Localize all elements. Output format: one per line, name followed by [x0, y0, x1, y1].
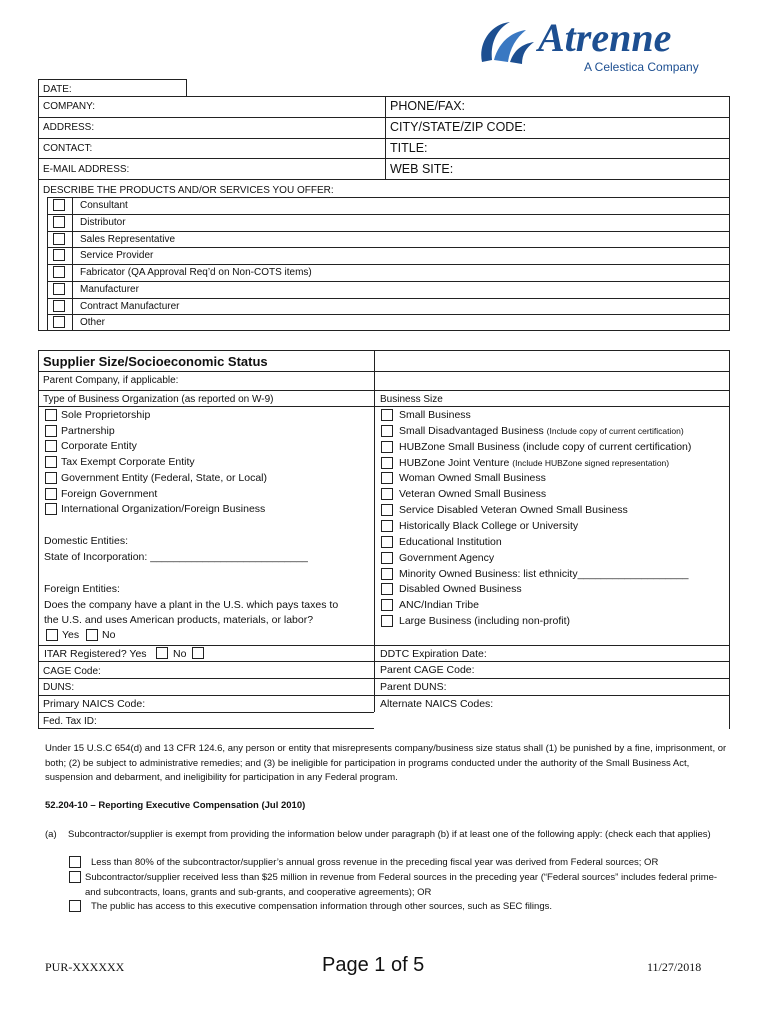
contact-label: CONTACT: [43, 143, 93, 154]
cage-label: CAGE Code: [43, 666, 101, 677]
business-size-label [399, 409, 471, 422]
business-size-text: Small Business [399, 409, 471, 421]
foreign-no-checkbox[interactable] [86, 629, 98, 641]
paragraph-a-marker: (a) [45, 829, 57, 840]
product-option-label: Sales Representative [80, 233, 176, 245]
business-size-label [399, 504, 628, 517]
product-option-label: Fabricator (QA Approval Req’d on Non-COTS items) [80, 267, 312, 278]
org-type-checkbox[interactable] [45, 472, 57, 484]
fed-tax-label: Fed. Tax ID: [43, 716, 97, 727]
exempt-option-2-checkbox[interactable] [69, 871, 81, 883]
products-row-line [47, 298, 730, 299]
business-size-label [399, 520, 578, 533]
products-row-line [47, 314, 730, 315]
clause-title: 52.204-10 – Reporting Executive Compensation (Jul 2010) [45, 800, 306, 811]
org-type-checkbox[interactable] [45, 456, 57, 468]
product-option-checkbox[interactable] [53, 316, 65, 328]
product-option-checkbox[interactable] [53, 233, 65, 245]
fed-tax-merge [374, 712, 731, 729]
exempt-option-1-checkbox[interactable] [69, 856, 81, 868]
business-size-checkbox[interactable] [381, 472, 393, 484]
alternate-naics-label: Alternate NAICS Codes: [380, 698, 494, 710]
products-row-line [47, 281, 730, 282]
foreign-no-label: No [102, 629, 116, 641]
itar-no-label: No [173, 648, 187, 660]
products-row-line [47, 231, 730, 232]
business-size-text: Small Disadvantaged Business [399, 424, 547, 437]
page-number: Page 1 of 5 [322, 954, 425, 976]
org-type-label: Foreign Government [61, 487, 158, 500]
supplier-heading: Supplier Size/Socioeconomic Status [43, 354, 268, 369]
business-size-text: Veteran Owned Small Business [399, 488, 547, 501]
parent-cage-label: Parent CAGE Code: [380, 664, 475, 676]
row-line [38, 695, 730, 696]
business-size-text: Educational Institution [399, 535, 502, 548]
org-type-label: Sole Proprietorship [61, 409, 151, 421]
foreign-question-line1: Does the company have a plant in the U.S. which pays taxes to [44, 599, 339, 611]
exempt-option-1-text: Less than 80% of the subcontractor/supplier’s annual gross revenue in the preceding fiscal year was derived from Federal sources; OR [91, 857, 659, 868]
org-type-checkbox[interactable] [45, 503, 57, 515]
primary-naics-label: Primary NAICS Code: [43, 698, 146, 710]
business-size-label [399, 615, 570, 628]
business-size-text: HUBZone Small Business (include copy of current certification) [399, 440, 692, 453]
business-size-text: ANC/Indian Tribe [399, 599, 479, 612]
row-line [38, 390, 730, 391]
foreign-question-line2: the U.S. and uses American products, materials, or labor? [44, 614, 314, 626]
itar-label: ITAR Registered? Yes [44, 648, 147, 660]
org-type-label: International Organization/Foreign Business [61, 503, 266, 516]
foreign-entities-label: Foreign Entities: [44, 583, 120, 595]
row-line [38, 371, 730, 372]
product-option-checkbox[interactable] [53, 199, 65, 211]
title-label: TITLE: [390, 141, 428, 155]
business-size-label [399, 552, 494, 565]
business-size-checkbox[interactable] [381, 425, 393, 437]
row-line [38, 661, 730, 662]
product-option-label: Distributor [80, 216, 126, 228]
business-size-text: Large Business (including non-profit) [399, 615, 571, 628]
business-size-checkbox[interactable] [381, 583, 393, 595]
product-option-label: Other [80, 317, 106, 329]
business-size-label [399, 568, 689, 581]
business-size-text: Disabled Owned Business [399, 583, 522, 596]
business-size-checkbox[interactable] [381, 568, 393, 580]
business-size-label [399, 536, 502, 549]
product-option-label: Manufacturer [80, 283, 139, 295]
products-prompt: DESCRIBE THE PRODUCTS AND/OR SERVICES YOU OFFER: [43, 185, 334, 196]
parent-company-label: Parent Company, if applicable: [43, 375, 179, 386]
business-size-label [399, 599, 479, 612]
brand-subtitle: A Celestica Company [584, 60, 699, 74]
product-option-label: Contract Manufacturer [80, 300, 180, 312]
city-state-zip-label: CITY/STATE/ZIP CODE: [390, 120, 527, 134]
footer-date: 11/27/2018 [647, 960, 702, 974]
business-size-note: (Include HUBZone signed representation) [512, 457, 670, 468]
business-size-text: Service Disabled Veteran Owned Small Business [399, 504, 628, 517]
org-type-checkbox[interactable] [45, 488, 57, 500]
business-size-label [399, 441, 691, 454]
brand-name: Atrenne [538, 15, 672, 60]
products-row-line [47, 264, 730, 265]
date-label: DATE: [43, 84, 72, 95]
business-size-label [399, 457, 669, 470]
phone-fax-label: PHONE/FAX: [390, 99, 466, 113]
business-type-label: Type of Business Organization (as reported on W-9) [43, 394, 274, 405]
swoosh-logo-icon [476, 18, 536, 70]
company-logo [476, 14, 716, 76]
ddtc-label: DDTC Expiration Date: [380, 648, 487, 660]
row-line [38, 406, 730, 407]
product-option-checkbox[interactable] [53, 300, 65, 312]
business-size-checkbox[interactable] [381, 552, 393, 564]
row-line [729, 712, 730, 729]
business-size-checkbox[interactable] [381, 615, 393, 627]
product-option-label: Service Provider [80, 250, 154, 262]
email-label: E-MAIL ADDRESS: [43, 164, 130, 175]
duns-label: DUNS: [43, 682, 75, 693]
business-size-checkbox[interactable] [381, 536, 393, 548]
product-option-checkbox[interactable] [53, 216, 65, 228]
products-row-line [47, 247, 730, 248]
products-row-line [47, 214, 730, 215]
parent-duns-label: Parent DUNS: [380, 681, 447, 693]
itar-no-checkbox[interactable] [192, 647, 204, 659]
business-size-checkbox[interactable] [381, 520, 393, 532]
paragraph-a-text: Subcontractor/supplier is exempt from providing the information below under paragraph (b) if at least one of the following apply: (check each that applies) [68, 829, 711, 840]
business-size-label [399, 425, 684, 438]
business-size-label [399, 583, 522, 596]
org-type-checkbox[interactable] [45, 409, 57, 421]
company-label: COMPANY: [43, 101, 96, 112]
document-id: PUR-XXXXXX [45, 960, 125, 974]
row-line [38, 678, 730, 679]
title-field[interactable] [385, 138, 730, 159]
business-size-checkbox[interactable] [381, 457, 393, 469]
business-size-checkbox[interactable] [381, 504, 393, 516]
org-type-checkbox[interactable] [45, 425, 57, 437]
business-size-label [399, 488, 546, 501]
business-size-text: Historically Black College or University [399, 519, 579, 532]
org-type-checkbox[interactable] [45, 440, 57, 452]
domestic-entities-label: Domestic Entities: [44, 535, 129, 547]
business-size-checkbox[interactable] [381, 441, 393, 453]
org-type-label: Government Entity (Federal, State, or Local) [61, 471, 268, 484]
product-option-label: Consultant [80, 200, 128, 211]
exempt-option-2-text: Subcontractor/supplier received less than $25 million in revenue from Federal sources in the preceding year (“Federal sources” includes federal prime- and subcontracts, loans, grants and sub-grants, and cooperative agreements); OR [85, 872, 718, 898]
business-size-label [399, 472, 546, 485]
business-size-checkbox[interactable] [381, 409, 393, 421]
itar-yes-checkbox[interactable] [156, 647, 168, 659]
org-type-label: Tax Exempt Corporate Entity [61, 456, 195, 469]
foreign-yes-checkbox[interactable] [46, 629, 58, 641]
business-size-checkbox[interactable] [381, 599, 393, 611]
web-site-label: WEB SITE: [390, 162, 454, 176]
org-type-label: Corporate Entity [61, 440, 137, 453]
exempt-option-3-checkbox[interactable] [69, 900, 81, 912]
product-option-checkbox[interactable] [53, 266, 65, 278]
foreign-yes-label: Yes [62, 629, 80, 641]
exempt-option-3-text: The public has access to this executive compensation information through other sources, such as SEC filings. [91, 901, 552, 912]
misrepresentation-notice: Under 15 U.S.C 654(d) and 13 CFR 124.6, any person or entity that misrepresents company/business size status shall (1) be punished by a fine, imprisonment, or both; (2) be subject to administrative remedies; and (3) be ineligible for participation in programs conducted under the authority of the Small Business Act, suspension and debarment, and ineligibility for participation in any Federal program. [45, 743, 727, 783]
business-size-checkbox[interactable] [381, 488, 393, 500]
address-label: ADDRESS: [43, 122, 95, 133]
business-size-text: Minority Owned Business: list ethnicity___________________ [399, 567, 689, 580]
business-size-text: Government Agency [399, 551, 495, 564]
product-option-checkbox[interactable] [53, 249, 65, 261]
business-size-text: HUBZone Joint Venture [399, 456, 513, 469]
business-size-text: Woman Owned Small Business [399, 472, 546, 485]
row-line [38, 645, 730, 646]
state-incorporation-field[interactable]: State of Incorporation: ___________________________ [44, 551, 308, 563]
business-size-note: (Include copy of current certification) [546, 425, 684, 436]
org-type-label: Partnership [61, 424, 115, 437]
product-option-checkbox[interactable] [53, 283, 65, 295]
business-size-label: Business Size [380, 394, 443, 405]
